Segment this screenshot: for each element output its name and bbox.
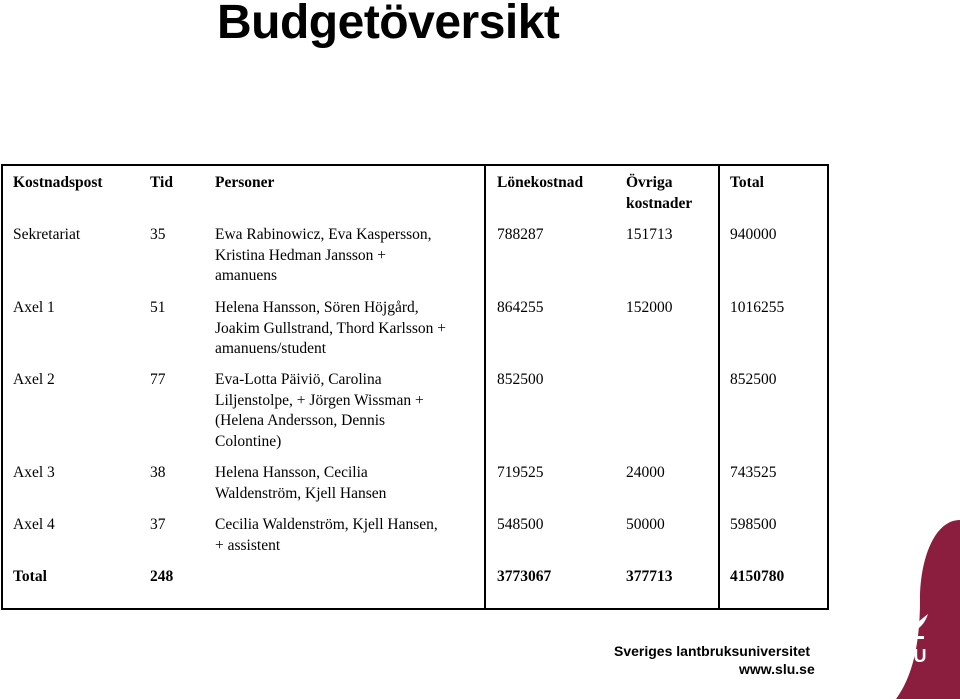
row-sekretariat-total: 940000: [730, 226, 777, 243]
total-row-ovriga: 377713: [626, 568, 673, 585]
row-axel1-tid: 51: [150, 299, 166, 316]
row-axel4-post: Axel 4: [13, 516, 55, 533]
row-axel1-ovriga: 152000: [626, 299, 673, 316]
row-sekretariat-personer-line: Kristina Hedman Jansson +: [215, 247, 387, 264]
logo-text: SLU: [884, 646, 930, 666]
website-link[interactable]: www.slu.se: [739, 661, 815, 677]
page-title: Budgetöversikt: [217, 0, 560, 49]
row-axel4-tid: 37: [150, 516, 166, 533]
row-axel1-personer-line: Helena Hansson, Sören Höjgård,: [215, 299, 419, 316]
row-sekretariat-lon: 788287: [497, 226, 544, 243]
row-sekretariat-personer-line: Ewa Rabinowicz, Eva Kaspersson,: [215, 226, 432, 243]
column-divider: [718, 166, 720, 608]
row-axel3-ovriga: 24000: [626, 464, 665, 481]
row-axel2-personer-line: Eva-Lotta Päiviö, Carolina: [215, 371, 382, 388]
row-axel2-lon: 852500: [497, 371, 544, 388]
row-axel4-personer-line: Cecilia Waldenström, Kjell Hansen,: [215, 516, 438, 533]
row-axel3-lon: 719525: [497, 464, 544, 481]
row-axel2-tid: 77: [150, 371, 166, 388]
header-lonekostnad: Lönekostnad: [497, 174, 584, 191]
total-row-post: Total: [13, 568, 47, 585]
header-kostnadspost: Kostnadspost: [13, 174, 103, 191]
row-axel1-personer-line: amanuens/student: [215, 340, 327, 357]
row-sekretariat-tid: 35: [150, 226, 166, 243]
row-axel3-personer-line: Helena Hansson, Cecilia: [215, 464, 368, 481]
header-ovriga-kostnader: Övriga kostnader: [626, 174, 693, 212]
budget-table: [1, 164, 829, 610]
row-axel2-total: 852500: [730, 371, 777, 388]
total-row-tid: 248: [150, 568, 174, 585]
slu-logo-icon: [876, 596, 936, 648]
row-axel2-personer-line: Colontine): [215, 433, 282, 450]
row-axel1-total: 1016255: [730, 299, 785, 316]
row-axel4-ovriga: 50000: [626, 516, 665, 533]
row-axel4-lon: 548500: [497, 516, 544, 533]
row-axel1-personer-line: Joakim Gullstrand, Thord Karlsson +: [215, 320, 447, 337]
row-axel3-post: Axel 3: [13, 464, 55, 481]
row-axel2-personer-line: (Helena Andersson, Dennis: [215, 412, 386, 429]
header-total: Total: [730, 174, 764, 191]
header-personer: Personer: [215, 174, 275, 191]
row-axel4-total: 598500: [730, 516, 777, 533]
total-row-total: 4150780: [730, 568, 785, 585]
row-axel2-post: Axel 2: [13, 371, 55, 388]
header-tid: Tid: [150, 174, 173, 191]
brand-wave-shape: [826, 0, 960, 699]
total-row-lon: 3773067: [497, 568, 552, 585]
row-sekretariat-personer-line: amanuens: [215, 267, 277, 284]
row-sekretariat-ovriga: 151713: [626, 226, 673, 243]
row-axel1-lon: 864255: [497, 299, 544, 316]
row-axel3-total: 743525: [730, 464, 777, 481]
row-sekretariat-post: Sekretariat: [13, 226, 81, 243]
university-name: Sveriges lantbruksuniversitet: [614, 643, 811, 659]
row-axel4-personer-line: + assistent: [215, 537, 281, 554]
row-axel3-personer-line: Waldenström, Kjell Hansen: [215, 485, 387, 502]
column-divider: [484, 166, 486, 608]
row-axel3-tid: 38: [150, 464, 166, 481]
row-axel2-personer-line: Liljenstolpe, + Jörgen Wissman +: [215, 392, 424, 409]
row-axel1-post: Axel 1: [13, 299, 55, 316]
